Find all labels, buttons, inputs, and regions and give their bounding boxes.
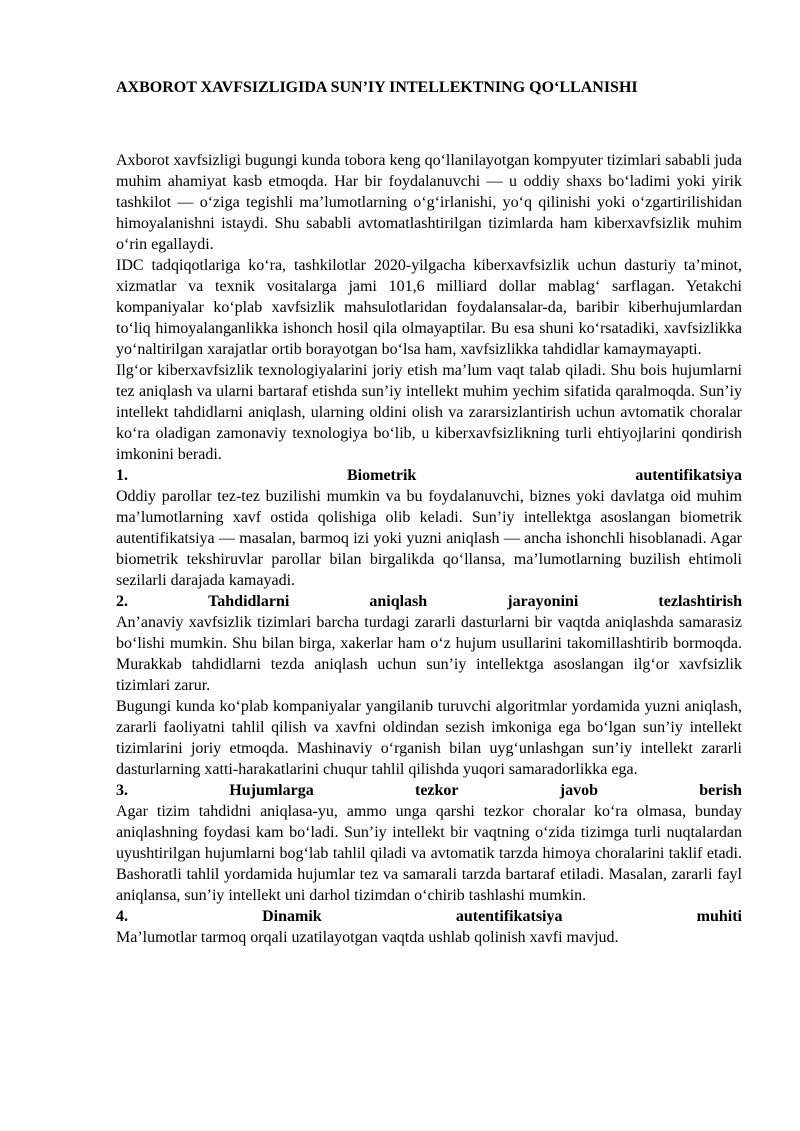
- section-heading-1: [116, 465, 742, 486]
- heading-word: tezkor: [414, 782, 459, 799]
- section-heading-3: [116, 780, 742, 801]
- heading-word: jarayonini: [507, 593, 579, 610]
- heading-word: Dinamik: [262, 908, 322, 925]
- intro-paragraph: Axborot xavfsizligi bugungi kunda tobora keng qo‘llanilayotgan kompyuter tizimlari sababli juda muhim ahamiyat kasb etmoqda. Har bir foydalanuvchi — u oddiy shaxs bo‘ladimi yoki yirik tashkilot — o‘ziga tegishli ma’lumotlarning o‘g‘irlanishi, yo‘q qilinishi yoki o‘zgartirilishidan himoyalanishni istaydi. Shu sababli avtomatlashtirilgan tizimlarda ham kiberxavfsizlik muhim o‘rin egallaydi.: [116, 152, 742, 253]
- heading-word: 2.: [116, 593, 128, 610]
- heading-word: Hujumlarga: [229, 782, 314, 799]
- heading-word: berish: [699, 782, 742, 799]
- document-title: AXBOROT XAVFSIZLIGIDA SUN’IY INTELLEKTNING QO‘LLANISHI: [116, 79, 638, 96]
- title-spacing: [116, 98, 742, 150]
- heading-word: Tahdidlarni: [208, 593, 290, 610]
- section-paragraph: Ma’lumotlar tarmoq orqali uzatilayotgan vaqtda ushlab qolinish xavfi mavjud.: [116, 929, 619, 946]
- heading-word: tezlashtirish: [658, 593, 742, 610]
- intro-paragraph: IDC tadqiqotlariga ko‘ra, tashkilotlar 2020-yilgacha kiberxavfsizlik uchun dasturiy ta’minot, xizmatlar va texnik vositalarga jami 101,6 milliard dollar mablag‘ sarflagan. Yetakchi kompaniyalar ko‘plab xavfsizlik mahsulotlaridan foydalansalar-da, baribir kiberhujumlardan to‘liq himoyalanganlikka ishonch hosil qila olmayaptilar. Bu esa shuni ko‘rsatadiki, xavfsizlikka yo‘naltirilgan xarajatlar ortib borayotgan bo‘lsa ham, xavfsizlikka tahdidlar kamaymayapti.: [116, 257, 742, 358]
- heading-word: Biometrik: [347, 467, 417, 484]
- heading-word: javob: [559, 782, 599, 799]
- intro-paragraph: Ilg‘or kiberxavfsizlik texnologiyalarini joriy etish ma’lum vaqt talab qiladi. Shu bois hujumlarni tez aniqlash va ularni bartaraf etishda sun’iy intellekt muhim yechim sifatida qaralmoqda. Sun’iy intellekt tahdidlarni aniqlash, ularning oldini olish va zararsizlantirish uchun avtomatik choralar ko‘ra oladigan zamonaviy texnologiya bo‘lib, u kiberxavfsizlikning turli ehtiyojlarini qondirish imkonini beradi.: [116, 362, 742, 463]
- heading-word: muhiti: [696, 908, 742, 925]
- document-page: [116, 70, 742, 948]
- heading-word: autentifikatsiya: [635, 467, 742, 484]
- section-paragraph: An’anaviy xavfsizlik tizimlari barcha turdagi zararli dasturlarni bir vaqtda aniqlashda samarasiz bo‘lishi mumkin. Shu bilan birga, xakerlar ham o‘z hujum usullarini takomillashtirib bormoqda. Murakkab tahdidlarni tezda aniqlash uchun sun’iy intellektga asoslangan ilg‘or xavfsizlik tizimlari zarur.: [116, 614, 742, 694]
- heading-word: 1.: [116, 467, 128, 484]
- section-heading-4: [116, 906, 742, 927]
- heading-word: 3.: [116, 782, 128, 799]
- heading-word: autentifikatsiya: [455, 908, 563, 925]
- section-paragraph: Bugungi kunda ko‘plab kompaniyalar yangilanib turuvchi algoritmlar yordamida yuzni aniqlash, zararli faoliyatni tahlil qilish va xavfni oldindan sezish imkoniga ega bo‘lgan sun’iy intellekt tizimlarini joriy etmoqda. Mashinaviy o‘rganish bilan uyg‘unlashgan sun’iy intellekt zararli dasturlarning xatti-harakatlarini chuqur tahlil qilishda yuqori samaradorlikka ega.: [116, 698, 742, 778]
- heading-word: aniqlash: [369, 593, 428, 610]
- section-heading-2: [116, 591, 742, 612]
- section-paragraph: Agar tizim tahdidni aniqlasa-yu, ammo unga qarshi tezkor choralar ko‘ra olmasa, bunday aniqlashning foydasi kam bo‘ladi. Sun’iy intellekt bir vaqtning o‘zida tizimga turli nuqtalardan uyushtirilgan hujumlarni bog‘lab tahlil qiladi va avtomatik tarzda himoya choralarini taklif etadi. Bashoratli tahlil yordamida hujumlar tez va samarali tarzda bartaraf etiladi. Masalan, zararli fayl aniqlansa, sun’iy intellekt uni darhol tizimdan o‘chirib tashlashi mumkin.: [116, 803, 742, 904]
- section-paragraph: Oddiy parollar tez-tez buzilishi mumkin va bu foydalanuvchi, biznes yoki davlatga oid muhim ma’lumotlarning xavf ostida qolishiga olib keladi. Sun’iy intellektga asoslangan biometrik autentifikatsiya — masalan, barmoq izi yoki yuzni aniqlash — ancha ishonchli hisoblanadi. Agar biometrik tekshiruvlar parollar bilan birgalikda qo‘llansa, ma’lumotlarning buzilish ehtimoli sezilarli darajada kamayadi.: [116, 488, 742, 589]
- heading-word: 4.: [116, 908, 128, 925]
